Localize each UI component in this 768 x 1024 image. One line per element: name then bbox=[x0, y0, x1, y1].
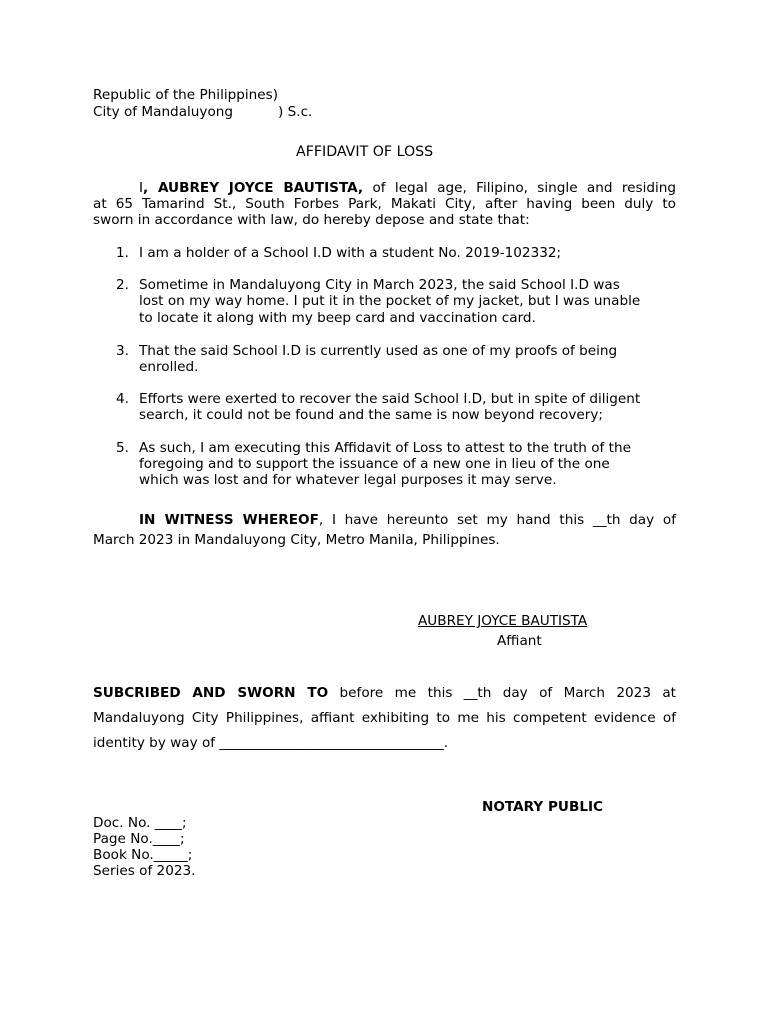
venue-sc: ) S.c. bbox=[278, 104, 313, 120]
item-line: foregoing and to support the issuance of a new one in lieu of the one bbox=[139, 456, 610, 472]
jurat-bold: SUBCRIBED AND SWORN TO bbox=[93, 685, 329, 701]
page-number: Page No.____; bbox=[93, 831, 185, 847]
item-line: I am a holder of a School I.D with a student No. 2019-102332; bbox=[139, 245, 562, 261]
witness-line-1 bbox=[139, 512, 676, 528]
witness-line-1-rest: , I have hereunto set my hand this __th day of bbox=[318, 512, 676, 528]
jurat-line-1-rest: before me this __th day of March 2023 at bbox=[328, 685, 677, 701]
document-title: AFFIDAVIT OF LOSS bbox=[296, 144, 434, 160]
item-line: That the said School I.D is currently used as one of my proofs of being bbox=[139, 343, 618, 359]
item-line: As such, I am executing this Affidavit of Loss to attest to the truth of the bbox=[139, 440, 631, 456]
item-line: enrolled. bbox=[139, 359, 199, 375]
witness-bold: IN WITNESS WHEREOF bbox=[139, 512, 319, 528]
affiant-name-intro: , AUBREY JOYCE BAUTISTA, bbox=[143, 180, 364, 196]
venue-city: City of Mandaluyong bbox=[93, 104, 234, 120]
item-line: lost on my way home. I put it in the pocket of my jacket, but I was unable bbox=[139, 293, 641, 309]
jurat-line-1 bbox=[93, 685, 676, 701]
venue-line-1: Republic of the Philippines) bbox=[93, 87, 279, 103]
intro-lead: I bbox=[139, 180, 144, 196]
item-number: 5. bbox=[116, 440, 129, 456]
item-number: 3. bbox=[116, 343, 129, 359]
item-line: Efforts were exerted to recover the said School I.D, but in spite of diligent bbox=[139, 391, 641, 407]
intro-line-2: at 65 Tamarind St., South Forbes Park, Makati City, after having been duly to bbox=[93, 196, 676, 212]
item-line: which was lost and for whatever legal purposes it may serve. bbox=[139, 472, 557, 488]
item-number: 4. bbox=[116, 391, 129, 407]
book-number: Book No._____; bbox=[93, 847, 193, 863]
affiant-label: Affiant bbox=[497, 633, 542, 649]
notary-public-label: NOTARY PUBLIC bbox=[482, 799, 604, 815]
item-number: 1. bbox=[116, 245, 129, 261]
jurat-line-3: identity by way of _________________________________. bbox=[93, 735, 449, 751]
item-line: Sometime in Mandaluyong City in March 2023, the said School I.D was bbox=[139, 277, 620, 293]
item-number: 2. bbox=[116, 277, 129, 293]
intro-line-3: sworn in accordance with law, do hereby depose and state that: bbox=[93, 212, 530, 228]
witness-line-2: March 2023 in Mandaluyong City, Metro Manila, Philippines. bbox=[93, 532, 500, 548]
affiant-signature-name: AUBREY JOYCE BAUTISTA bbox=[418, 613, 588, 629]
doc-number: Doc. No. ____; bbox=[93, 815, 187, 831]
intro-line-1-rest: of legal age, Filipino, single and residing bbox=[363, 180, 676, 196]
item-line: search, it could not be found and the same is now beyond recovery; bbox=[139, 407, 603, 423]
intro-line-1 bbox=[139, 180, 676, 196]
item-line: to locate it along with my beep card and vaccination card. bbox=[139, 310, 536, 326]
jurat-line-2: Mandaluyong City Philippines, affiant exhibiting to me his competent evidence of bbox=[93, 710, 676, 726]
series-year: Series of 2023. bbox=[93, 863, 196, 879]
